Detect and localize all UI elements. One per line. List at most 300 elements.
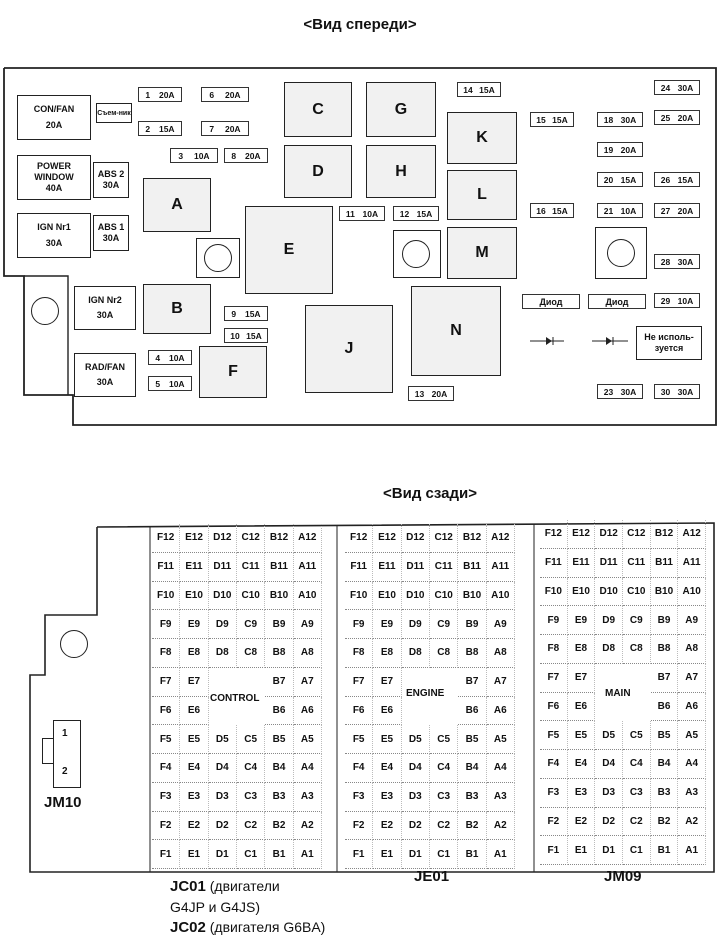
pin-E7: E7 (180, 668, 208, 697)
pin-E1: E1 (373, 840, 401, 869)
pin-A10: A10 (294, 582, 322, 611)
pin-C8: C8 (237, 639, 265, 668)
fuse-amp: 40A (45, 183, 63, 194)
pin-E9: E9 (568, 606, 596, 635)
pin-A7: A7 (294, 668, 322, 697)
pin-C4: C4 (237, 754, 265, 783)
fuse-number: 14 (463, 84, 473, 95)
fuse-amp: 30A (620, 114, 637, 125)
pin-D5: D5 (402, 725, 430, 754)
fuse-number: 20 (603, 174, 614, 185)
pin-B4: B4 (265, 754, 293, 783)
pin-C10: C10 (237, 582, 265, 611)
pin-A6: A6 (678, 693, 706, 722)
fuse-24 (654, 80, 700, 95)
relay-l: L (447, 170, 517, 220)
pin-F9: F9 (152, 610, 180, 639)
pin-E4: E4 (373, 754, 401, 783)
pin-D9: D9 (402, 610, 430, 639)
fuse-number: 23 (603, 386, 614, 397)
pin-D2: D2 (402, 812, 430, 841)
fuse-amp: 20A (677, 112, 694, 123)
fuse-power-window (17, 155, 91, 200)
pin-C3: C3 (623, 779, 651, 808)
fuse-number: 24 (660, 82, 671, 93)
pin-C8: C8 (623, 635, 651, 664)
fuse-14 (457, 82, 501, 97)
pin-B3: B3 (458, 783, 486, 812)
caption-jc02: JC02 (170, 919, 206, 936)
pin-F7: F7 (540, 664, 568, 693)
pin-D11: D11 (595, 549, 623, 578)
fuse-amp: 15A (246, 330, 262, 341)
relay-h: H (366, 145, 436, 198)
relay-m: M (447, 227, 517, 279)
fuse-27 (654, 203, 700, 218)
pin-C12: C12 (623, 520, 651, 549)
pin-F2: F2 (540, 808, 568, 837)
fuse-number: 26 (660, 174, 671, 185)
pin-A3: A3 (294, 783, 322, 812)
pin-B6: B6 (458, 697, 486, 726)
pin-D4: D4 (209, 754, 237, 783)
pin-D8: D8 (402, 639, 430, 668)
pin-E11: E11 (373, 553, 401, 582)
pin-E9: E9 (180, 610, 208, 639)
pin-E2: E2 (373, 812, 401, 841)
pin-D4: D4 (595, 750, 623, 779)
pin-E6: E6 (568, 693, 596, 722)
pin-E12: E12 (373, 524, 401, 553)
pin-F8: F8 (540, 635, 568, 664)
fuse-amp: 15A (677, 174, 694, 185)
fuse-amp: 30A (102, 233, 120, 243)
caption-jc02-note: (двигателя G6BA) (209, 919, 326, 935)
pin-A7: A7 (678, 664, 706, 693)
pin-B9: B9 (458, 610, 486, 639)
pin-B11: B11 (458, 553, 486, 582)
pin-C3: C3 (237, 783, 265, 812)
relay-a: A (143, 178, 211, 232)
fuse-number: 12 (399, 208, 410, 219)
pin-B5: B5 (651, 721, 679, 750)
fuse-amp: 10A (620, 205, 637, 216)
fuse-amp: 10A (168, 378, 185, 389)
fuse-number: 25 (660, 112, 671, 123)
pin-A5: A5 (678, 721, 706, 750)
pin-F3: F3 (345, 783, 373, 812)
pin-F10: F10 (540, 578, 568, 607)
pin-E8: E8 (568, 635, 596, 664)
pin-A11: A11 (678, 549, 706, 578)
fuse-1 (138, 87, 182, 102)
fuse-amp: 15A (552, 205, 568, 216)
relay-f: F (199, 346, 267, 398)
pin-D3: D3 (595, 779, 623, 808)
diode-symbols (520, 333, 640, 349)
relay-j: J (305, 305, 393, 393)
mount-hole-center (402, 240, 430, 268)
pin-B8: B8 (458, 639, 486, 668)
fuse-amp: 10A (168, 352, 185, 363)
pin-E4: E4 (180, 754, 208, 783)
pin-E5: E5 (373, 725, 401, 754)
fuse-puller (96, 103, 132, 123)
fuse-amp: 15A (416, 208, 433, 219)
pin-D10: D10 (209, 582, 237, 611)
pin-E6: E6 (373, 697, 401, 726)
fuse-amp: 10A (193, 150, 210, 161)
caption-jc (170, 876, 325, 938)
caption-jc01-note: (двигатели (209, 878, 280, 894)
caption-jc01-engines: G4JP и G4JS) (170, 899, 261, 915)
fuse-amp: 15A (479, 84, 495, 95)
pin-A8: A8 (294, 639, 322, 668)
pin-E11: E11 (568, 549, 596, 578)
pin-B8: B8 (265, 639, 293, 668)
fuse-8 (224, 148, 268, 163)
pin-F3: F3 (540, 779, 568, 808)
pin-D12: D12 (209, 524, 237, 553)
mount-hole-right (607, 239, 635, 267)
fuse-23 (597, 384, 643, 399)
pin-C11: C11 (237, 553, 265, 582)
fuse-abs1 (93, 215, 129, 251)
unused-slot (636, 326, 702, 360)
pin-F9: F9 (345, 610, 373, 639)
pin-D1: D1 (402, 840, 430, 869)
pin-B11: B11 (265, 553, 293, 582)
pin-D1: D1 (209, 840, 237, 869)
fuse-2 (138, 121, 182, 136)
fuse-ign-nr1 (17, 213, 91, 258)
fuse-amp: 30A (102, 180, 120, 190)
pin-B8: B8 (651, 635, 679, 664)
pin-B3: B3 (265, 783, 293, 812)
pin-A12: A12 (678, 520, 706, 549)
pin-D1: D1 (595, 836, 623, 865)
fuse-7 (201, 121, 249, 136)
fuse-5 (148, 376, 192, 391)
fuse-15 (530, 112, 574, 127)
pin-C2: C2 (237, 812, 265, 841)
pin-C4: C4 (430, 754, 458, 783)
pin-A10: A10 (487, 582, 515, 611)
pin-E8: E8 (373, 639, 401, 668)
fuse-18 (597, 112, 643, 127)
pin-B11: B11 (651, 549, 679, 578)
caption-jm09: JM09 (604, 868, 642, 885)
fuse-name: POWER WINDOW (34, 160, 74, 182)
pin-D12: D12 (595, 520, 623, 549)
fuse-amp: 10A (362, 208, 379, 219)
pin-F12: F12 (345, 524, 373, 553)
fuse-amp: 30A (677, 256, 694, 267)
pin-D10: D10 (402, 582, 430, 611)
pin-E3: E3 (568, 779, 596, 808)
pin-B2: B2 (265, 812, 293, 841)
fuse-number: 13 (414, 388, 425, 399)
pin-D5: D5 (209, 725, 237, 754)
pin-B3: B3 (651, 779, 679, 808)
pin-E1: E1 (568, 836, 596, 865)
fuse-radfan (74, 353, 136, 397)
fuse-number: 1 (145, 89, 151, 100)
module-engine-label: ENGINE (406, 688, 445, 699)
fuse-21 (597, 203, 643, 218)
fuse-amp: 20A (620, 144, 637, 155)
pin-B1: B1 (265, 840, 293, 869)
pin-C5: C5 (623, 721, 651, 750)
fuse-ign-nr2 (74, 286, 136, 330)
pin-A10: A10 (678, 578, 706, 607)
fuse-number: 18 (603, 114, 614, 125)
pin-C6 (430, 697, 458, 726)
pin-E9: E9 (373, 610, 401, 639)
caption-jc01: JC01 (170, 878, 206, 895)
pin-F11: F11 (345, 553, 373, 582)
pin-C5: C5 (430, 725, 458, 754)
fuse-amp: 30A (677, 82, 694, 93)
fuse-abs2 (93, 162, 129, 198)
fuse-amp: 15A (552, 114, 568, 125)
pin-D12: D12 (402, 524, 430, 553)
pin-A9: A9 (678, 606, 706, 635)
pin-C11: C11 (430, 553, 458, 582)
pin-E4: E4 (568, 750, 596, 779)
caption-je01: JE01 (414, 868, 450, 885)
pin-F12: F12 (152, 524, 180, 553)
fuse-amp: 15A (158, 123, 175, 134)
pin-C1: C1 (237, 840, 265, 869)
pin-C4: C4 (623, 750, 651, 779)
pin-E3: E3 (373, 783, 401, 812)
fuse-amp: 20A (224, 123, 241, 134)
fuse-number: 8 (231, 150, 237, 161)
module-control-label: CONTROL (210, 693, 260, 704)
fuse-number: 7 (209, 123, 215, 134)
pin-A3: A3 (487, 783, 515, 812)
pin-C9: C9 (430, 610, 458, 639)
fuse-name: IGN Nr1 (37, 222, 71, 233)
pin-B4: B4 (458, 754, 486, 783)
fuse-number: 19 (603, 144, 614, 155)
pin-A5: A5 (294, 725, 322, 754)
fuse-16 (530, 203, 574, 218)
fuse-amp: 15A (620, 174, 637, 185)
pin-A3: A3 (678, 779, 706, 808)
pin-C12: C12 (430, 524, 458, 553)
fuse-4 (148, 350, 192, 365)
fuse-amp: 20A (431, 388, 448, 399)
fuse-20 (597, 172, 643, 187)
pin-A5: A5 (487, 725, 515, 754)
pin-F2: F2 (152, 812, 180, 841)
pin-D3: D3 (402, 783, 430, 812)
fuse-amp: 30A (620, 386, 637, 397)
pin-C9: C9 (237, 610, 265, 639)
unused-label: Не исполь-зуется (644, 332, 694, 353)
pin-E10: E10 (180, 582, 208, 611)
pin-D6 (402, 697, 430, 726)
pin-B7: B7 (651, 664, 679, 693)
pin-A11: A11 (294, 553, 322, 582)
pin-C11: C11 (623, 549, 651, 578)
pin-E7: E7 (568, 664, 596, 693)
pin-B12: B12 (458, 524, 486, 553)
pin-A7: A7 (487, 668, 515, 697)
fuse-9 (224, 306, 268, 321)
fuse-number: 6 (209, 89, 215, 100)
pin-F3: F3 (152, 783, 180, 812)
pin-D9: D9 (209, 610, 237, 639)
diode-1: Диод (522, 294, 580, 309)
pin-A12: A12 (487, 524, 515, 553)
fuse-29 (654, 293, 700, 308)
pin-B5: B5 (458, 725, 486, 754)
relay-g: G (366, 82, 436, 137)
fuse-number: 15 (536, 114, 546, 125)
pin-F10: F10 (152, 582, 180, 611)
pin-B9: B9 (265, 610, 293, 639)
pin-F6: F6 (345, 697, 373, 726)
pin-B2: B2 (458, 812, 486, 841)
fuse-amp: 30A (45, 237, 63, 248)
pin-F10: F10 (345, 582, 373, 611)
jm10-pin-2: 2 (62, 766, 68, 777)
pin-D10: D10 (595, 578, 623, 607)
pin-F4: F4 (152, 754, 180, 783)
pin-E12: E12 (568, 520, 596, 549)
fuse-amp: 30A (677, 386, 694, 397)
fuse-amp: 20A (244, 150, 261, 161)
pin-B6: B6 (651, 693, 679, 722)
pin-C9: C9 (623, 606, 651, 635)
pin-E1: E1 (180, 840, 208, 869)
pin-C8: C8 (430, 639, 458, 668)
pin-B5: B5 (265, 725, 293, 754)
fuse-number: 29 (660, 295, 671, 306)
fuse-25 (654, 110, 700, 125)
fuse-number: 30 (660, 386, 671, 397)
pin-B10: B10 (651, 578, 679, 607)
pin-E3: E3 (180, 783, 208, 812)
pin-C3: C3 (430, 783, 458, 812)
pin-F1: F1 (540, 836, 568, 865)
pin-D2: D2 (595, 808, 623, 837)
pin-E7: E7 (373, 668, 401, 697)
fuse-30 (654, 384, 700, 399)
pin-F5: F5 (345, 725, 373, 754)
pin-B2: B2 (651, 808, 679, 837)
pin-F11: F11 (540, 549, 568, 578)
fuse-12 (393, 206, 439, 221)
pin-F4: F4 (345, 754, 373, 783)
fuse-19 (597, 142, 643, 157)
puller-label: Съем-ник (97, 109, 131, 117)
fuse-number: 9 (231, 308, 237, 319)
fuse-number: 10 (230, 330, 240, 341)
pin-D8: D8 (209, 639, 237, 668)
pin-D2: D2 (209, 812, 237, 841)
pin-A1: A1 (294, 840, 322, 869)
pin-A6: A6 (487, 697, 515, 726)
fuse-number: 4 (155, 352, 161, 363)
rear-view-title: <Вид сзади> (383, 485, 477, 502)
fuse-amp: 30A (96, 310, 114, 320)
jm10-label: JM10 (44, 794, 82, 811)
fuse-26 (654, 172, 700, 187)
pin-F4: F4 (540, 750, 568, 779)
relay-k: K (447, 112, 517, 164)
pin-F11: F11 (152, 553, 180, 582)
pin-E2: E2 (180, 812, 208, 841)
pin-F7: F7 (345, 668, 373, 697)
pin-E5: E5 (180, 725, 208, 754)
pin-C5: C5 (237, 725, 265, 754)
pin-E8: E8 (180, 639, 208, 668)
pin-A1: A1 (487, 840, 515, 869)
pin-E6: E6 (180, 697, 208, 726)
fuse-name: ABS 1 (97, 221, 125, 232)
pin-A9: A9 (294, 610, 322, 639)
pin-A11: A11 (487, 553, 515, 582)
pin-A9: A9 (487, 610, 515, 639)
pin-D8: D8 (595, 635, 623, 664)
pin-A2: A2 (678, 808, 706, 837)
pin-B6: B6 (265, 697, 293, 726)
fuse-number: 16 (536, 205, 546, 216)
fuse-amp: 10A (677, 295, 694, 306)
pin-C2: C2 (623, 808, 651, 837)
fuse-amp: 20A (158, 89, 175, 100)
pin-E10: E10 (568, 578, 596, 607)
pin-A6: A6 (294, 697, 322, 726)
relay-b: B (143, 284, 211, 334)
pin-B12: B12 (265, 524, 293, 553)
pin-B7: B7 (265, 668, 293, 697)
pin-F2: F2 (345, 812, 373, 841)
rear-mount-hole (60, 630, 88, 658)
fuse-name: IGN Nr2 (88, 294, 122, 305)
pin-C12: C12 (237, 524, 265, 553)
pin-F12: F12 (540, 520, 568, 549)
fuse-amp: 20A (677, 205, 694, 216)
pin-D11: D11 (402, 553, 430, 582)
fuse-amp: 20A (224, 89, 241, 100)
pin-B12: B12 (651, 520, 679, 549)
pin-A4: A4 (294, 754, 322, 783)
fuse-number: 2 (145, 123, 151, 134)
fuse-name: ABS 2 (97, 168, 125, 179)
pin-F5: F5 (540, 721, 568, 750)
fuse-amp: 30A (96, 377, 114, 387)
relay-c: C (284, 82, 352, 137)
fuse-10 (224, 328, 268, 343)
pin-A2: A2 (294, 812, 322, 841)
pin-E2: E2 (568, 808, 596, 837)
fuse-3 (170, 148, 218, 163)
mount-hole-tab (31, 297, 59, 325)
fuse-13 (408, 386, 454, 401)
pin-D5: D5 (595, 721, 623, 750)
pin-F1: F1 (345, 840, 373, 869)
pin-A8: A8 (487, 639, 515, 668)
module-main-label: MAIN (605, 688, 631, 699)
pin-D3: D3 (209, 783, 237, 812)
pin-B9: B9 (651, 606, 679, 635)
pin-A2: A2 (487, 812, 515, 841)
